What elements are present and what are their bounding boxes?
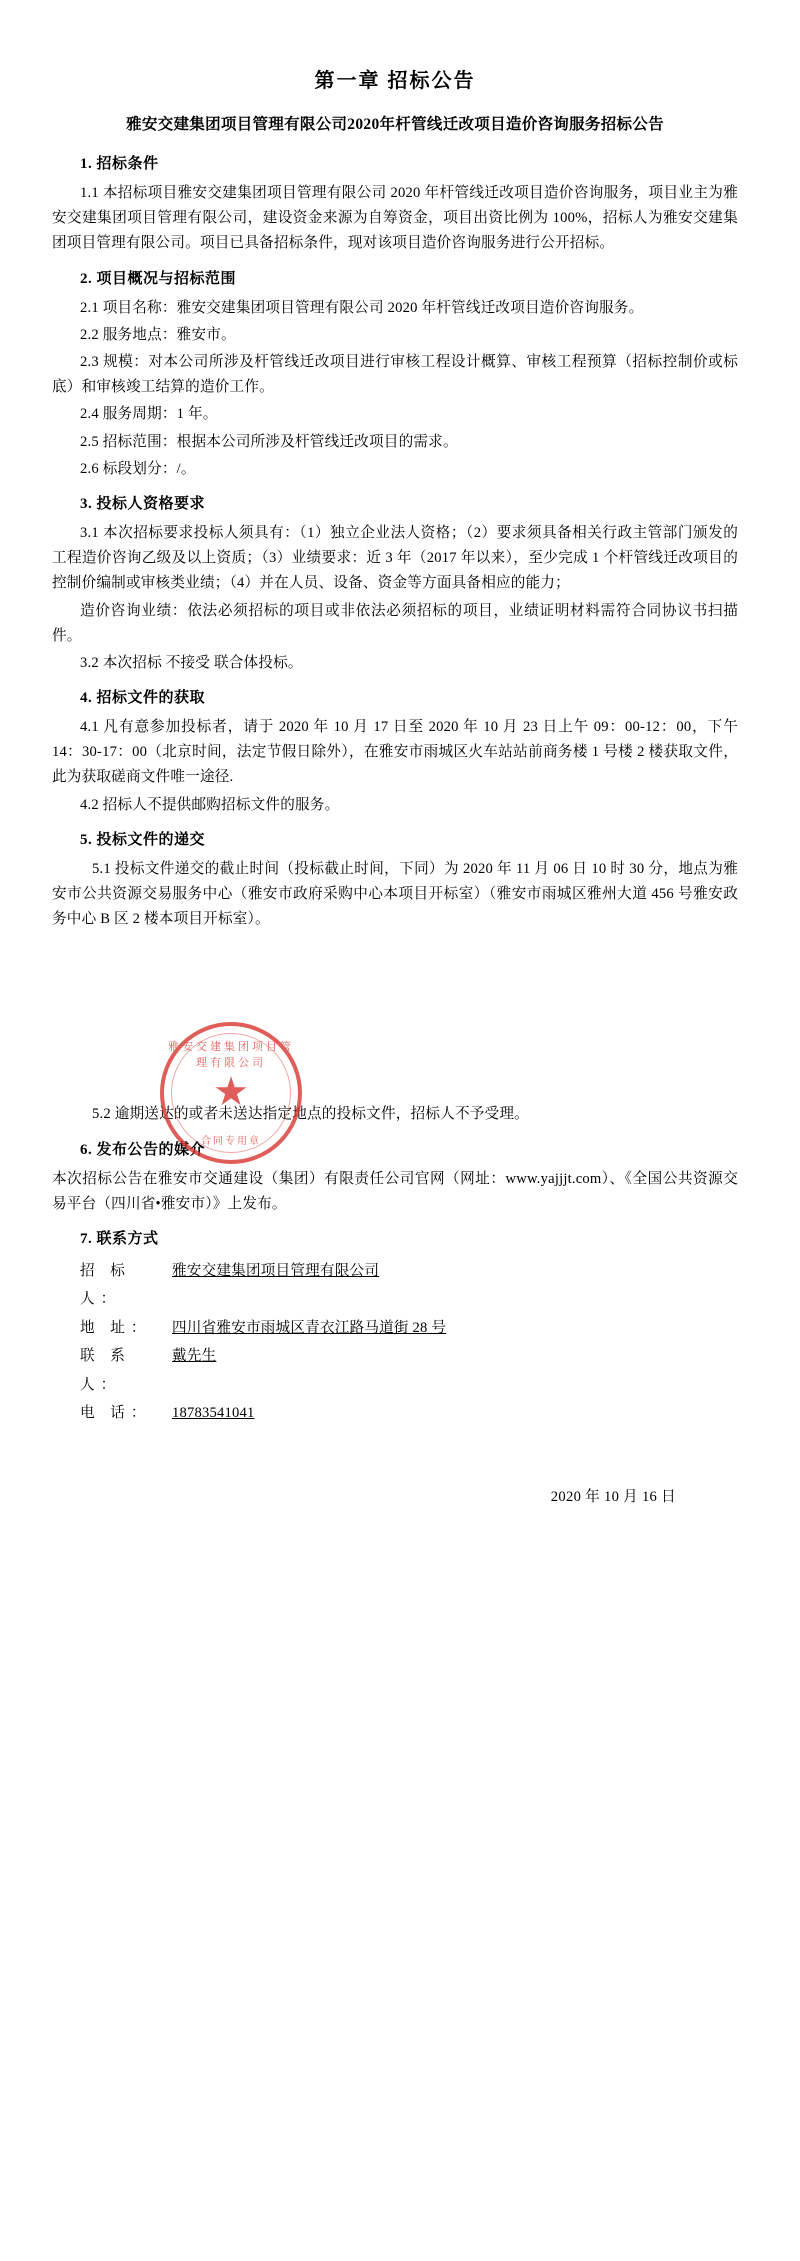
contact-block xyxy=(80,1257,738,1428)
section-6-paragraph-1: 本次招标公告在雅安市交通建设（集团）有限责任公司官网（网址：www.yajjjt.com）、《全国公共资源交易平台（四川省•雅安市）》上发布。 xyxy=(52,1171,738,1213)
contact-row xyxy=(80,1399,738,1427)
section-5-paragraph-1: 5.1 投标文件递交的截止时间（投标截止时间，下同）为 2020 年 11 月 06 日 10 时 30 分，地点为雅安市公共资源交易服务中心（雅安市政府采购中心本项目开标室）（雅安市雨城区雅州大道 456 号雅安政务中心 B 区 2 楼本项目开标室）。 xyxy=(52,861,738,928)
section-3-paragraph-1: 3.1 本次招标要求投标人须具有：（1）独立企业法人资格；（2）要求须具备相关行政主管部门颁发的工程造价咨询乙级及以上资质；（3）业绩要求：近 3 年（2017 年以来），至少完成 1 个杆管线迁改项目的控制价编制或审核类业绩；（4）并在人员、设备、资金等方面具备相应的能力； xyxy=(52,525,738,592)
contact-value-person: 戴先生 xyxy=(172,1348,217,1365)
star-icon: ★ xyxy=(213,1069,249,1115)
section-5-paragraph-2: 5.2 逾期送达的或者未送达指定地点的投标文件，招标人不予受理。 xyxy=(92,1106,529,1123)
contact-label-phone: 电 话： xyxy=(80,1405,152,1421)
contact-value-phone: 18783541041 xyxy=(172,1405,255,1421)
contact-row xyxy=(80,1314,738,1342)
section-4-paragraph-2: 4.2 招标人不提供邮购招标文件的服务。 xyxy=(80,796,340,813)
contact-row xyxy=(80,1257,738,1314)
chapter-title: 第一章 招标公告 xyxy=(314,70,476,92)
section-heading-7: 7. 联系方式 xyxy=(80,1231,159,1248)
contact-value-address: 四川省雅安市雨城区青衣江路马道街 28 号 xyxy=(172,1319,447,1336)
issue-date: 2020 年 10 月 16 日 xyxy=(550,1489,676,1506)
section-heading-2: 2. 项目概况与招标范围 xyxy=(80,270,237,287)
section-heading-5: 5. 投标文件的递交 xyxy=(80,831,206,848)
section-4-paragraph-1: 4.1 凡有意参加投标者，请于 2020 年 10 月 17 日至 2020 年 10 月 23 日上午 09：00-12：00，下午 14：30-17：00（北京时间，法定节假日除外），在雅安市雨城区火车站站前商务楼 1 号楼 2 楼获取文件，此为获取磋商文件唯一途径. xyxy=(52,719,738,786)
announcement-title: 雅安交建集团项目管理有限公司2020年杆管线迁改项目造价咨询服务招标公告 xyxy=(126,116,664,133)
section-2-paragraph-3: 2.3 规模：对本公司所涉及杆管线迁改项目进行审核工程设计概算、审核工程预算（招标控制价或标底）和审核竣工结算的造价工作。 xyxy=(52,354,738,396)
section-1-paragraph-1: 1.1 本招标项目雅安交建集团项目管理有限公司 2020 年杆管线迁改项目造价咨询服务，项目业主为雅安交建集团项目管理有限公司，建设资金来源为自筹资金，项目出资比例为 100%，招标人为雅安交建集团项目管理有限公司。项目已具备招标条件，现对该项目造价咨询服务进行公开招标。 xyxy=(52,185,738,252)
contact-row xyxy=(80,1342,738,1399)
section-3-paragraph-3: 3.2 本次招标 不接受 联合体投标。 xyxy=(80,654,303,671)
section-heading-6: 6. 发布公告的媒介 xyxy=(80,1141,206,1158)
contact-label-person: 联 系 人： xyxy=(80,1348,131,1393)
section-2-paragraph-1: 2.1 项目名称：雅安交建集团项目管理有限公司 2020 年杆管线迁改项目造价咨询服务。 xyxy=(80,300,644,317)
section-2-paragraph-4: 2.4 服务周期：1 年。 xyxy=(80,406,218,423)
page-break-gap xyxy=(52,934,738,1102)
section-2-paragraph-2: 2.2 服务地点：雅安市。 xyxy=(80,327,236,344)
contact-label-address: 地 址： xyxy=(80,1319,152,1336)
section-heading-4: 4. 招标文件的获取 xyxy=(80,689,206,706)
section-3-paragraph-2: 造价咨询业绩：依法必须招标的项目或非依法必须招标的项目，业绩证明材料需符合同协议书扫描件。 xyxy=(52,602,738,644)
section-2-paragraph-5: 2.5 招标范围：根据本公司所涉及杆管线迁改项目的需求。 xyxy=(80,433,458,450)
contact-value-bidder: 雅安交建集团项目管理有限公司 xyxy=(172,1262,380,1279)
section-2-paragraph-6: 2.6 标段划分：/。 xyxy=(80,460,196,477)
contact-label-bidder: 招 标 人： xyxy=(80,1262,131,1308)
section-heading-3: 3. 投标人资格要求 xyxy=(80,495,206,512)
seal-bottom-text: 合同专用章 xyxy=(201,1136,261,1147)
seal-top-text: 雅安交建集团项目管理有限公司 xyxy=(168,1041,294,1069)
section-heading-1: 1. 招标条件 xyxy=(80,155,159,172)
